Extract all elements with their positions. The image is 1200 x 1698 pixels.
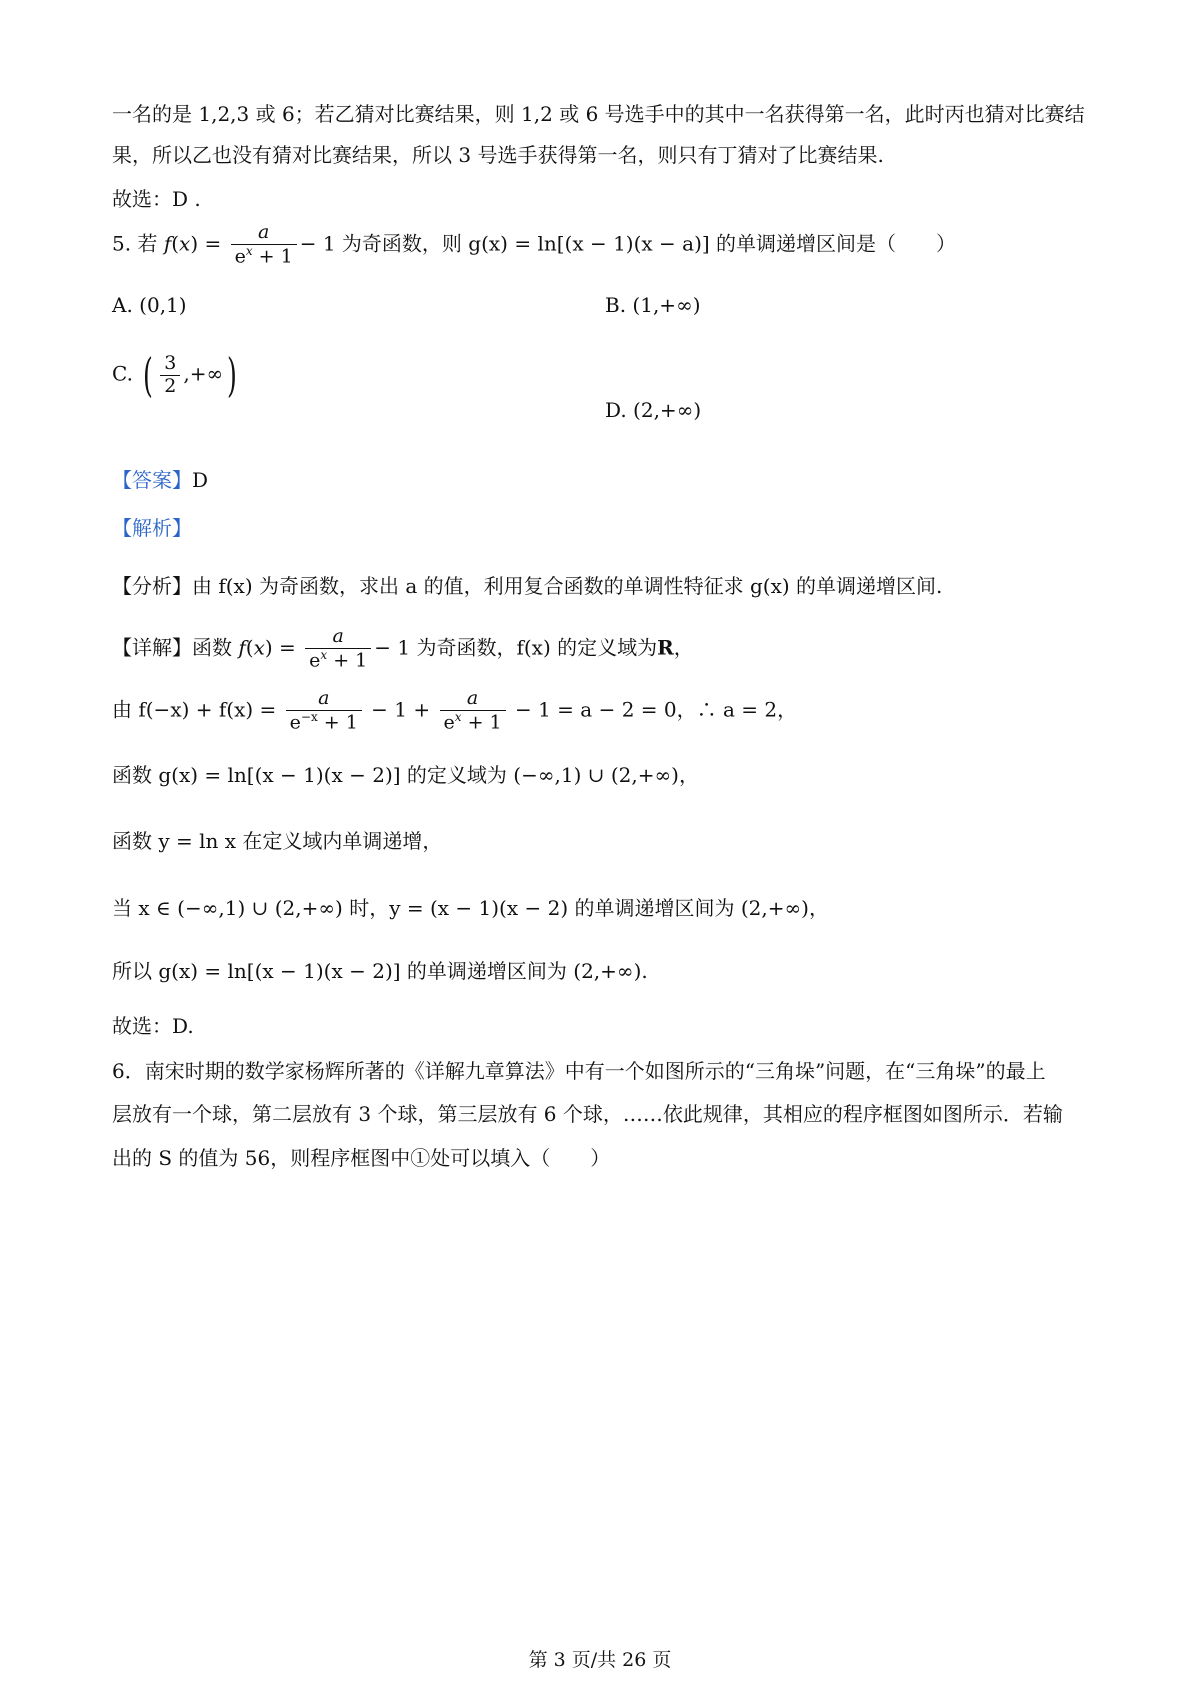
option-d-text: (2,+∞) [633,398,702,422]
answer-line [112,468,208,492]
option-a-letter: A. [112,293,133,317]
detail-1a: 函数 [192,635,232,660]
option-b [605,293,701,317]
detail-1d: ， [673,635,694,660]
detail-2a: 由 f(−x) + f(x) = [112,697,277,722]
detail-line-6: 所以 g(x) = ln[(x − 1)(x − 2)] 的单调递增区间为 (2,+∞). [112,959,648,983]
option-c: C. ( $\frac{3}{2}$ ,+∞) [112,348,238,402]
q6-line-3: 出的 S 的值为 56，则程序框图中①处可以填入（ ） [112,1146,611,1170]
option-a-text: (0,1) [139,293,187,317]
q6-line-2: 层放有一个球，第二层放有 3 个球，第三层放有 6 个球，……依此规律，其相应的程序框图如图所示．若输 [112,1102,1063,1126]
q5-fraction: $\frac{a}{e^x + 1}$ [231,222,297,268]
analysis-heading [112,516,192,540]
option-d [605,398,701,422]
q5-f-label: f [163,231,172,256]
option-b-letter: B. [605,293,627,317]
detail-choose: 故选：D. [112,1014,194,1038]
q5-prefix: 若 [137,231,158,256]
detail-2c: − 1 = a − 2 = 0，∴ a = 2， [514,697,798,722]
fenxi-tag: 【分析】 [112,574,192,598]
option-a [112,293,187,317]
detail-line-3: 函数 g(x) = ln[(x − 1)(x − 2)] 的定义域为 (−∞,1) ∪ (2,+∞)， [112,763,699,787]
detail-1c: R [657,635,674,660]
detail-1b: 为奇函数，f(x) 的定义域为 [416,635,658,660]
detail-line-4: 函数 y = ln x 在定义域内单调递增， [112,829,443,853]
fenxi-text: 由 f(x) 为奇函数，求出 a 的值，利用复合函数的单调性特征求 g(x) 的单调递增区间. [192,574,943,598]
carryover-line-1: 一名的是 1,2,3 或 6；若乙猜对比赛结果，则 1,2 或 6 号选手中的其中一名获得第一名，此时丙也猜对比赛结 [112,102,1085,126]
carryover-line-2: 果，所以乙也没有猜对比赛结果，所以 3 号选手获得第一名，则只有丁猜对了比赛结果. [112,143,884,167]
option-c-letter: C. [112,361,133,386]
analysis-tag: 【解析】 [112,516,192,540]
answer-value: D [192,468,209,492]
option-b-text: (1,+∞) [632,293,701,317]
detail-tag: 【详解】 [112,635,192,660]
answer-tag: 【答案】 [112,468,192,492]
detail-line-5: 当 x ∈ (−∞,1) ∪ (2,+∞) 时，y = (x − 1)(x − 2) 的单调递增区间为 (2,+∞)， [112,896,829,920]
q5-tail: 为奇函数，则 g(x) = ln[(x − 1)(x − a)] 的单调递增区间是（ ） [341,231,957,256]
fenxi-line [112,574,942,598]
detail-2b: − 1 + [371,697,431,722]
carryover-choose: 故选：D . [112,187,201,211]
page-footer: 第 3 页/共 26 页 [528,1649,672,1671]
option-d-letter: D. [605,398,627,422]
q5-stem: 5. 若 f(x) = $\frac{a}{e^x + 1}$ − 1 为奇函数，则 g(x) = ln[(x − 1)(x − a)] 的单调递增区间是（ ） [112,221,957,268]
q5-number: 5. [112,231,132,256]
detail-line-2: 由 f(−x) + f(x) = $\frac{a}{e^{-x} + 1}$ − 1 + $\frac{a}{e^x + 1}$ − 1 = a − 2 = 0，∴ a = 2， [112,687,798,734]
detail-fraction: $\frac{a}{e^x + 1}$ [305,626,371,672]
q6-line-1: 6．南宋时期的数学家杨辉所著的《详解九章算法》中有一个如图所示的“三角垛”问题，在“三角垛”的最上 [112,1059,1046,1083]
detail-line-1: 【详解】函数 f(x) = $\frac{a}{e^x + 1}$ − 1 为奇函数，f(x) 的定义域为R， [112,625,694,672]
